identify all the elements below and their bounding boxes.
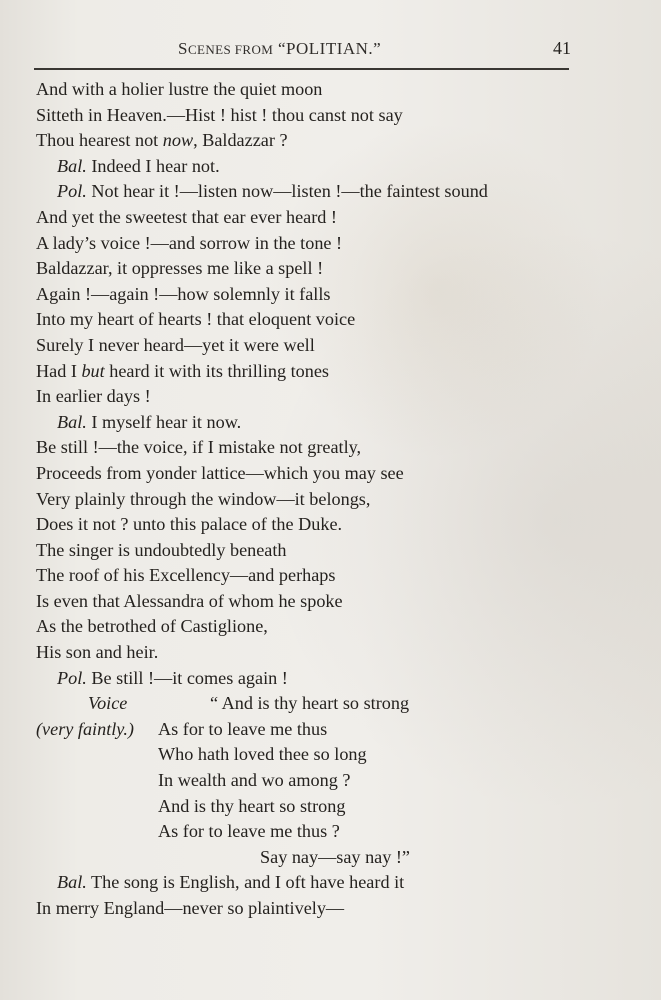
speaker-name: Bal.: [57, 411, 87, 432]
header-small-caps: CENES FROM: [187, 42, 274, 57]
header-initial: S: [178, 39, 188, 58]
song-text: In wealth and wo among ?: [158, 770, 351, 791]
speaker-name: Pol.: [57, 667, 87, 688]
line-text: His son and heir.: [36, 642, 159, 663]
running-header: [178, 39, 381, 59]
line-text: Is even that Alessandra of whom he spoke: [36, 590, 343, 611]
speaker-name: Bal.: [57, 155, 87, 176]
header-quoted-title: “POLITIAN.”: [278, 39, 382, 58]
line-text: Very plainly through the window—it belongs,: [36, 488, 371, 509]
song-text: Who hath loved thee so long: [158, 744, 367, 765]
line-text: Again !—again !—how solemnly it falls: [36, 283, 331, 304]
dialogue-text: Not hear it !—listen now—listen !—the faintest sound: [86, 181, 488, 202]
line-text: Had I: [36, 360, 82, 381]
speaker-name: Bal.: [57, 872, 87, 893]
speaker-name: Pol.: [57, 181, 87, 202]
stage-direction: (very faintly.): [36, 718, 134, 739]
line-text: As the betrothed of Castiglione,: [36, 616, 268, 637]
line-text: , Baldazzar ?: [193, 130, 288, 151]
line-text: Into my heart of hearts ! that eloquent voice: [36, 309, 356, 330]
dialogue-text: I myself hear it now.: [86, 411, 242, 432]
line-text: The roof of his Excellency—and perhaps: [36, 565, 336, 586]
line-text: In merry England—never so plaintively—: [36, 898, 345, 918]
line-text: And with a holier lustre the quiet moon: [36, 79, 323, 99]
line-text: In earlier days !: [36, 386, 151, 407]
song-text: Say nay—say nay !”: [260, 846, 411, 867]
song-text: As for to leave me thus: [158, 718, 328, 739]
line-text: heard it with its thrilling tones: [104, 360, 329, 381]
dialogue-text: Indeed I hear not.: [86, 155, 220, 176]
song-text: And is thy heart so strong: [158, 795, 346, 816]
song-text: As for to leave me thus ?: [158, 821, 340, 842]
line-text: Sitteth in Heaven.—Hist ! hist ! thou canst not say: [36, 104, 403, 125]
line-text: A lady’s voice !—and sorrow in the tone !: [36, 232, 343, 253]
line-text: Thou hearest not: [36, 130, 163, 151]
show-through-texture: [381, 78, 641, 978]
dialogue-text: The song is English, and I oft have heard it: [86, 872, 405, 893]
dialogue-text: Be still !—it comes again !: [86, 667, 288, 688]
page-number: 41: [553, 38, 571, 58]
header-rule: [34, 68, 569, 70]
italic-word: but: [81, 360, 105, 381]
line-text: The singer is undoubtedly beneath: [36, 539, 287, 560]
line-text: Proceeds from yonder lattice—which you may see: [36, 462, 404, 483]
line-text: Surely I never heard—yet it were well: [36, 334, 315, 355]
line-text: Baldazzar, it oppresses me like a spell !: [36, 258, 324, 279]
italic-word: now: [162, 130, 194, 151]
line-text: And yet the sweetest that ear ever heard !: [36, 206, 337, 227]
line-text: Does it not ? unto this palace of the Duke.: [36, 514, 343, 535]
voice-label: Voice: [88, 693, 128, 714]
song-text: “ And is thy heart so strong: [210, 693, 410, 714]
line-text: Be still !—the voice, if I mistake not greatly,: [36, 437, 362, 458]
